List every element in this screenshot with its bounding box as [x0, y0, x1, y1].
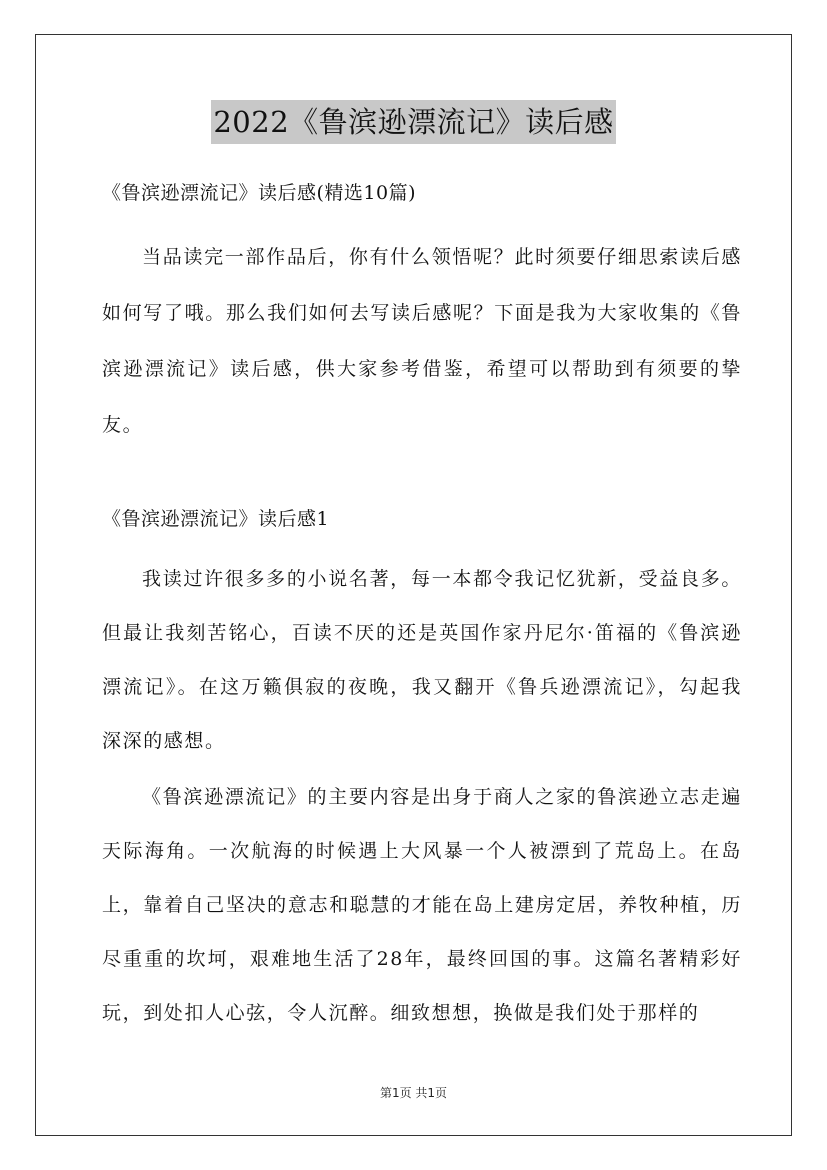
- body-paragraph-2: 《鲁滨逊漂流记》的主要内容是出身于商人之家的鲁滨逊立志走遍天际海角。一次航海的时候遇上大风暴一个人被漂到了荒岛上。在岛上，靠着自己坚决的意志和聪慧的才能在岛上建房定居，养牧种植，历尽重重的坎坷，艰难地生活了28年，最终回国的事。这篇名著精彩好玩，到处扣人心弦，令人沉醉。细致想想，换做是我们处于那样的: [102, 786, 742, 1024]
- title-container: [0, 100, 827, 144]
- page-footer: 第1页 共1页: [379, 1086, 448, 1100]
- body-paragraph-1: 我读过许很多多的小说名著，每一本都令我记忆犹新，受益良多。但最让我刻苦铭心，百读不厌的还是英国作家丹尼尔·笛福的《鲁滨逊漂流记》。在这万籁俱寂的夜晚，我又翻开《鲁兵逊漂流记》，勾起我深深的感想。: [102, 568, 742, 752]
- intro-paragraph: 当品读完一部作品后，你有什么领悟呢？此时须要仔细思索读后感如何写了哦。那么我们如何去写读后感呢？下面是我为大家收集的《鲁滨逊漂流记》读后感，供大家参考借鉴，希望可以帮助到有须要的挚友。: [102, 246, 742, 436]
- document-title: 2022《鲁滨逊漂流记》读后感: [211, 100, 615, 144]
- section-heading: 《鲁滨逊漂流记》读后感1: [102, 508, 330, 530]
- document-subtitle: 《鲁滨逊漂流记》读后感(精选10篇): [102, 182, 417, 204]
